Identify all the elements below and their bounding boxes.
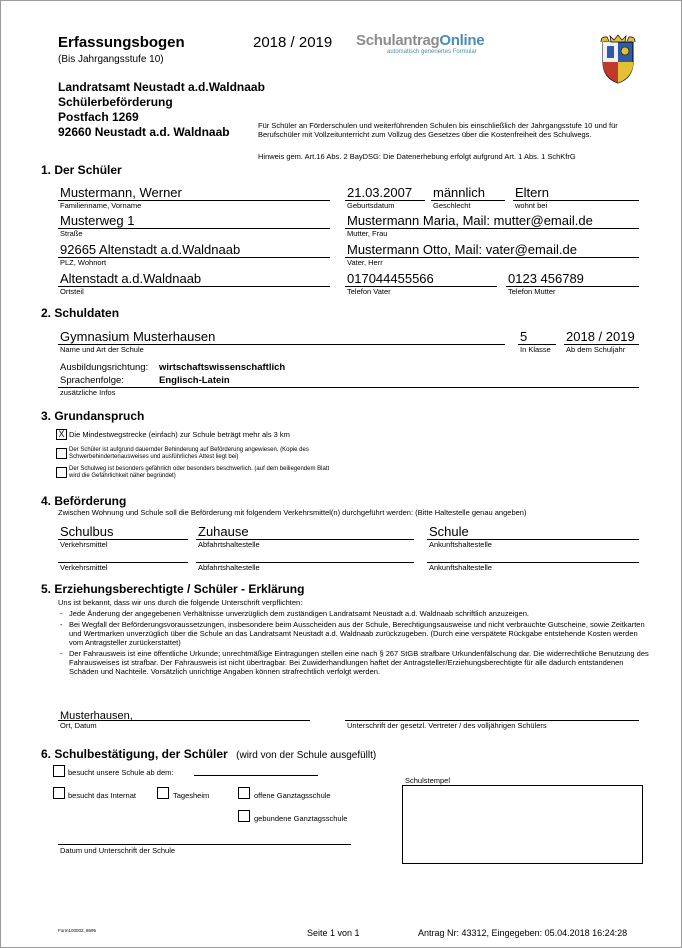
attends-school-label: besucht unsere Schule ab dem: [68, 768, 174, 777]
grade-value: 5 [520, 329, 528, 344]
option-disability-checkbox[interactable] [56, 448, 67, 459]
street-label: Straße [60, 229, 83, 238]
open-all-day-checkbox[interactable] [238, 787, 250, 799]
form-subtitle: (Bis Jahrgangsstufe 10) [58, 54, 164, 65]
form-title: Erfassungsbogen [58, 34, 185, 51]
departure-2-label: Abfahrtshaltestelle [198, 563, 260, 572]
brand-logo [356, 32, 484, 49]
section-3-heading: 3. Grundanspruch [41, 409, 145, 423]
recipient-line-4: 92660 Neustadt a.d. Waldnaab [58, 125, 230, 139]
birthdate-value: 21.03.2007 [347, 185, 413, 200]
place-date-value: Musterhausen, [60, 710, 133, 722]
option-dangerous-route-checkbox[interactable] [56, 467, 67, 478]
declaration-rule-1: - Jede Änderung der angegebenen Verhältnisse unverzüglich dem zuständigen Landratsamt Neustadt a.d. Waldnaab schriftlich anzuzeigen. [69, 609, 649, 618]
form-code: Form100002, 8695 [58, 928, 97, 933]
attends-school-checkbox[interactable] [53, 765, 65, 777]
street-value: Musterweg 1 [60, 213, 135, 228]
recipient-line-2: Schülerbeförderung [58, 95, 173, 109]
transport-value: Schulbus [60, 524, 114, 539]
postal-city-label: PLZ, Wohnort [60, 258, 107, 267]
from-year-value: 2018 / 2019 [566, 329, 635, 344]
grade-label: In Klasse [520, 345, 551, 354]
day-care-checkbox[interactable] [157, 787, 169, 799]
brand-name-part-1: Schulantrag [356, 32, 440, 49]
father-value: Mustermann Otto, Mail: vater@email.de [347, 242, 577, 257]
phone-mother-value: 0123 456789 [508, 271, 584, 286]
declaration-rule-3: - Der Fahrausweis ist eine öffentliche Urkunde; unrechtmäßige Eintragungen stellen eine nach § 267 StGB strafbare Urkundenfälschung dar. Die widerrechtliche Benutzung des Fahrausweises ist strafbar. Der Fahrausweis ist nicht übertragbar. Bei Zuwiderhandlungen haftet der Antragsteller/Erziehungsberechtigte für alle dadurch entstandenen Schäden und Nachteile. Vorsätzlich unrichtige Angaben können strafrechtlich verfolgt werden. [69, 649, 649, 676]
recipient-line-3: Postfach 1269 [58, 110, 139, 124]
section-6-heading: 6. Schulbestätigung, der Schüler [41, 747, 228, 761]
open-all-day-label: offene Ganztagsschule [254, 791, 331, 800]
boarding-checkbox[interactable] [53, 787, 65, 799]
phone-father-value: 017044455566 [347, 271, 434, 286]
extra-info-label: zusätzliche Infos [60, 388, 116, 397]
info-text: Für Schüler an Förderschulen und weiterführenden Schulen bis einschließlich der Jahrgangsstufe 10 und für Berufschüler mit Vollzeitunterricht zum Vollzug des Gesetzes über die Kostenfreiheit des Schulwegs. [258, 121, 618, 139]
recipient-line-1: Landratsamt Neustadt a.d.Waldnaab [58, 80, 265, 94]
section-4-heading: 4. Beförderung [41, 494, 127, 508]
declaration-rules [58, 609, 649, 678]
option-disability-text: Der Schüler ist aufgrund dauernder Behinderung auf Beförderung angewiesen. (Kopie des Schwerbehindertenausweises und ausführliches Attest liegt bei) [69, 447, 309, 460]
school-stamp-box [402, 785, 643, 864]
arrival-2-label: Ankunftshaltestelle [429, 563, 492, 572]
departure-value: Zuhause [198, 524, 249, 539]
option-dangerous-route-text: Der Schulweg ist besonders gefährlich oder besonders beschwerlich. (auf dem beiliegendem Blatt wird die Gefährlichkeit näher begründet) [69, 466, 330, 479]
student-name-label: Familienname, Vorname [60, 201, 142, 210]
languages-value: Englisch-Latein [159, 375, 230, 386]
phone-father-label: Telefon Vater [347, 287, 391, 296]
section-2-heading: 2. Schuldaten [41, 306, 120, 320]
gender-value: männlich [433, 185, 486, 200]
postal-city-value: 92665 Altenstadt a.d.Waldnaab [60, 242, 241, 257]
application-info: Antrag Nr: 43312, Eingegeben: 05.04.2018 16:24:28 [418, 928, 628, 938]
lives-with-value: Eltern [515, 185, 549, 200]
option-min-distance-checkbox[interactable]: X [56, 429, 67, 440]
birthdate-label: Geburtsdatum [347, 201, 395, 210]
page-number: Seite 1 von 1 [307, 928, 360, 938]
brand-name-part-2: Online [439, 32, 485, 49]
phone-mother-label: Telefon Mutter [508, 287, 556, 296]
gender-label: Geschlecht [433, 201, 471, 210]
mother-label: Mutter, Frau [347, 229, 388, 238]
brand-tagline: automatisch generiertes Formular [387, 49, 477, 55]
student-name-value: Mustermann, Werner [60, 185, 182, 200]
arrival-label: Ankunftshaltestelle [429, 540, 492, 549]
track-value: wirtschaftswissenschaftlich [159, 362, 286, 373]
bound-all-day-label: gebundene Ganztagsschule [254, 814, 348, 823]
transport-intro: Zwischen Wohnung und Schule soll die Beförderung mit folgendem Verkehrsmittel(n) durchgeführt werden: (Bitte Haltestelle genau angeben) [58, 508, 527, 517]
option-min-distance-text: Die Mindestwegstrecke (einfach) zur Schule beträgt mehr als 3 km [69, 430, 290, 439]
from-year-label: Ab dem Schuljahr [566, 345, 626, 354]
school-stamp-label: Schulstempel [405, 776, 451, 785]
place-date-label: Ort, Datum [60, 721, 97, 730]
transport-2-label: Verkehrsmittel [60, 563, 108, 572]
track-label: Ausbildungsrichtung: [60, 362, 149, 373]
declaration-rule-2: - Bei Wegfall der Beförderungsvoraussetzungen, insbesondere beim Ausscheiden aus der Schule, Berechtigungsausweise und nicht verbrauchte Gutscheine, sowie Zeitkarten und Wertmarken unverzüglich über die Schule an das Landratsamt Neustadt a.d. Waldnaab zurückzugeben. (Durch eine verspätete Rückgabe entstehende Kosten werden vom Antragsteller zurückerstattet) [69, 620, 649, 647]
section-1-heading: 1. Der Schüler [41, 163, 122, 177]
bound-all-day-checkbox[interactable] [238, 810, 250, 822]
languages-label: Sprachenfolge: [60, 375, 124, 386]
departure-label: Abfahrtshaltestelle [198, 540, 260, 549]
section-6-note: (wird von der Schule ausgefüllt) [236, 750, 377, 761]
school-name-value: Gymnasium Musterhausen [60, 329, 216, 344]
school-year-header: 2018 / 2019 [253, 34, 333, 51]
lives-with-label: wohnt bei [515, 201, 548, 210]
transport-label: Verkehrsmittel [60, 540, 108, 549]
day-care-label: Tagesheim [173, 791, 210, 800]
arrival-value: Schule [429, 524, 469, 539]
district-value: Altenstadt a.d.Waldnaab [60, 271, 202, 286]
coat-of-arms-icon [595, 34, 641, 84]
father-label: Vater, Herr [347, 258, 383, 267]
guardian-signature-label: Unterschrift der gesetzl. Vertreter / des volljährigen Schülers [347, 721, 547, 730]
boarding-label: besucht das Internat [68, 791, 136, 800]
declaration-intro: Uns ist bekannt, dass wir uns durch die folgende Unterschrift verpflichten: [58, 598, 303, 607]
school-name-label: Name und Art der Schule [60, 345, 144, 354]
recipient-address [58, 80, 265, 140]
section-6-heading-row [41, 745, 376, 763]
school-signature-label: Datum und Unterschrift der Schule [60, 846, 176, 855]
section-5-heading: 5. Erziehungsberechtigte / Schüler - Erklärung [41, 582, 305, 596]
district-label: Ortsteil [60, 287, 84, 296]
data-protection-hint: Hinweis gem. Art.16 Abs. 2 BayDSG: Die Datenerhebung erfolgt aufgrund Art. 1 Abs. 1 SchKfrG [258, 152, 576, 161]
mother-value: Mustermann Maria, Mail: mutter@email.de [347, 213, 593, 228]
